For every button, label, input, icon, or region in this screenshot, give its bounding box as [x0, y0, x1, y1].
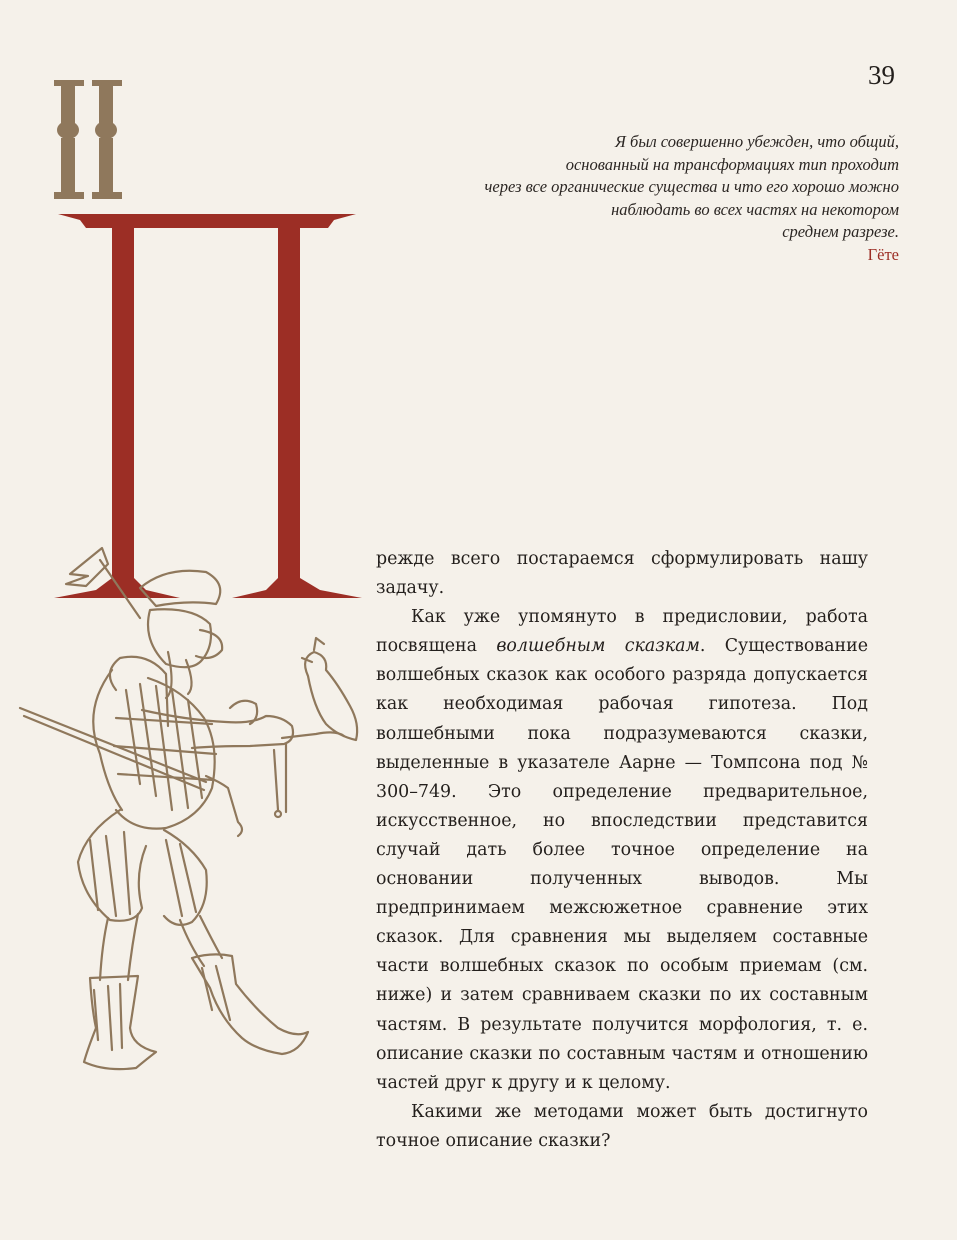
chapter-numeral-text: II [52, 80, 53, 81]
epigraph-line: Я был совершенно убежден, что общий, [615, 132, 899, 151]
paragraph-2-rest: . Существование волшебных сказок как особого разряда допускается как необходимая рабочая гипотеза. Под волшебными пока подразумеваются сказки, выделенные в указателе Аарне — Томпсона под № 300–749. Это определение предварительное, искусственное, но впоследствии представится случай дать более точное определение на основании полученных выводов. Мы предпринимаем межсюжетное сравнение этих сказок. Для сравнения мы выделяем составные части волшебных сказок по особым приемам (см. ниже) и затем сравниваем сказки по их составным частям. В результате получится морфология, т. е. описание сказки по составным частям и отношению частей друг к другу и к целому. [376, 636, 868, 1093]
page-number: 39 [868, 60, 895, 90]
paragraph-3: Какими же методами может быть достигнуто точное описание сказки? [376, 1101, 868, 1151]
italic-term: волшебным сказкам [496, 636, 700, 657]
paragraph-2-start: Как уже упомянуто в предисловии, работа посвящена [376, 607, 868, 657]
paragraph-1: режде всего постараемся сформулировать нашу задачу. [376, 549, 868, 599]
falconer-illustration [16, 540, 366, 1100]
body-text [376, 545, 868, 1156]
epigraph-line: наблюдать во всех частях на некотором [611, 199, 899, 219]
epigraph [379, 131, 899, 266]
epigraph-line: через все органические существа и что его хорошо можно [484, 177, 899, 196]
paragraph-2 [376, 603, 868, 1098]
epigraph-line: среднем разрезе. [782, 222, 899, 241]
epigraph-line: основанный на трансформациях тип проходит [565, 154, 899, 174]
epigraph-author: Гёте [867, 244, 899, 264]
chapter-numeral-ii [52, 80, 124, 200]
